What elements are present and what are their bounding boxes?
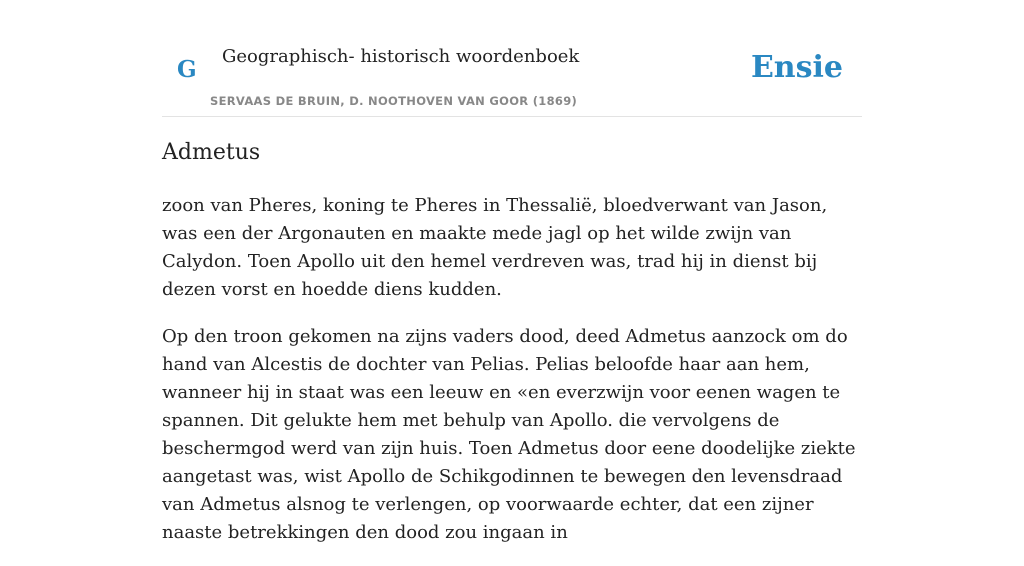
- source-header: [162, 0, 862, 117]
- entry-paragraph: zoon van Pheres, koning te Pheres in Thessalië, bloedverwant van Jason, was een der Argonauten en maakte mede jagl op het wilde zwijn van Calydon. Toen Apollo uit den hemel verdreven was, trad hij in dienst bij dezen vorst en hoedde diens kudden.: [162, 195, 828, 300]
- ensie-logo[interactable]: Ensie: [750, 50, 843, 85]
- source-book-title[interactable]: Geographisch- historisch woordenboek: [222, 46, 580, 67]
- entry-title: Admetus: [162, 140, 261, 165]
- source-authors: SERVAAS DE BRUIN, D. NOOTHOVEN VAN GOOR (1869): [210, 94, 578, 108]
- entry-paragraph: Op den troon gekomen na zijns vaders dood, deed Admetus aanzock om do hand van Alcestis de dochter van Pelias. Pelias beloofde haar aan hem, wanneer hij in staat was een leeuw en «en everzwijn voor eenen wagen te spannen. Dit gelukte hem met behulp van Apollo. die vervolgens de beschermgod werd van zijn huis. Toen Admetus door eene doodelijke ziekte aangetast was, wist Apollo de Schikgodinnen te bewegen den levensdraad van Admetus alsnog te verlengen, op voorwaarde echter, dat een zijner naaste betrekkingen den dood zou ingaan in: [162, 326, 856, 543]
- entry-body: [162, 192, 862, 566]
- source-logo-icon[interactable]: G: [177, 56, 197, 83]
